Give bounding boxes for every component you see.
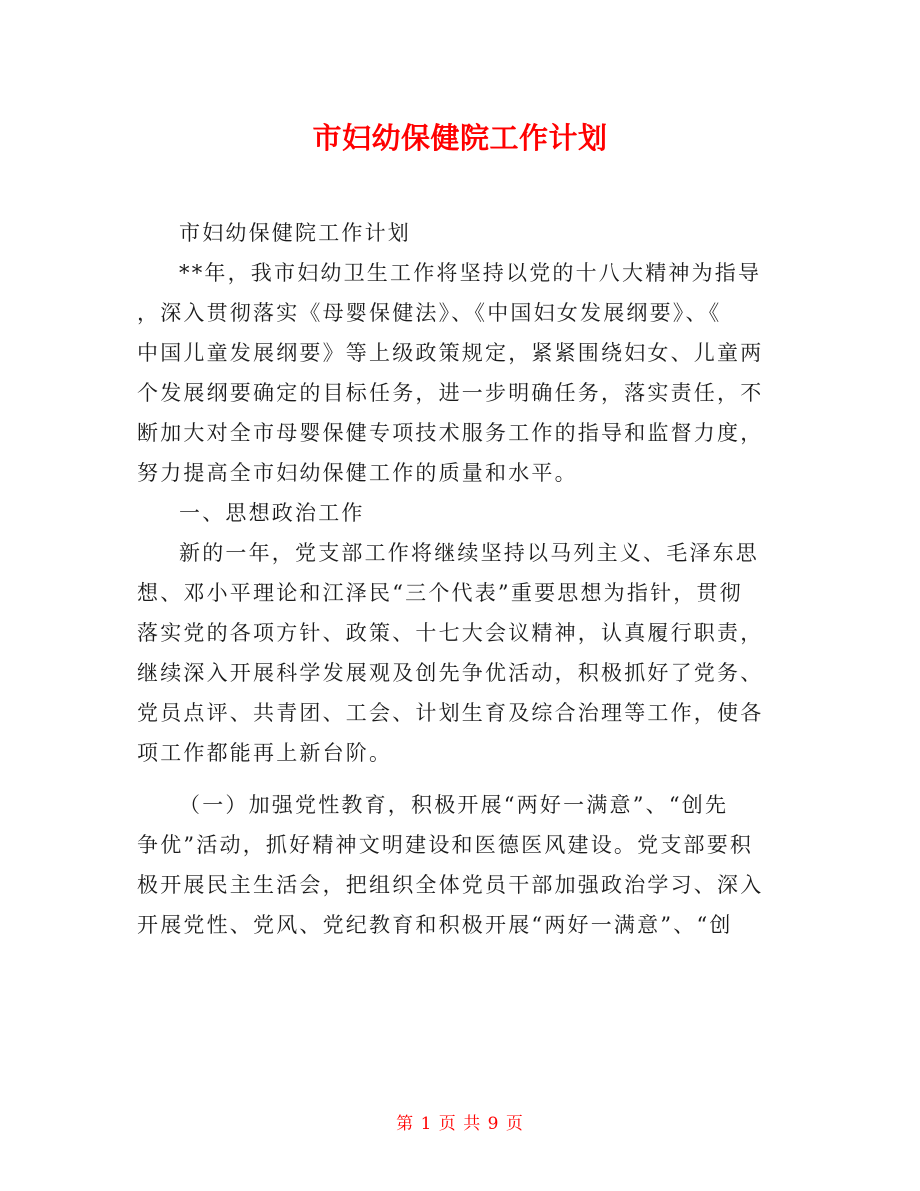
page-number-footer: 第 1 页 共 9 页 <box>396 1114 524 1134</box>
paragraph-line: 断加大对全市母婴保健专项技术服务工作的指导和监督力度， <box>137 421 764 445</box>
paragraph-line: 开展党性、党风、党纪教育和积极开展“两好一满意”、“创 <box>137 913 733 937</box>
paragraph-line: 争优”活动，抓好精神文明建设和医德医风建设。党支部要积 <box>137 833 754 857</box>
paragraph-line: ，深入贯彻落实《母婴保健法》、《中国妇女发展纲要》、《 <box>137 301 722 325</box>
paragraph-spacer <box>137 773 785 785</box>
document-title: 市妇幼保健院工作计划 <box>312 121 608 155</box>
paragraph-line: 落实党的各项方针、政策、十七大会议精神，认真履行职责， <box>137 621 764 645</box>
section-heading <box>137 493 785 533</box>
paragraph-party-education <box>137 785 785 945</box>
paragraph-line: 想、邓小平理论和江泽民“三个代表”重要思想为指针，贯彻 <box>137 581 743 605</box>
paragraph-line: （一）加强党性教育，积极开展“两好一满意”、“创先 <box>179 793 729 817</box>
section-heading-text: 一、思想政治工作 <box>179 501 365 525</box>
paragraph-intro <box>137 253 785 493</box>
paragraph-line: 努力提高全市妇幼保健工作的质量和水平。 <box>137 461 578 485</box>
paragraph-line: 个发展纲要确定的目标任务，进一步明确任务，落实责任，不 <box>137 381 764 405</box>
paragraph-subtitle <box>137 213 785 253</box>
paragraph-line: 项工作都能再上新台阶。 <box>137 741 393 765</box>
paragraph-line: 新的一年，党支部工作将继续坚持以马列主义、毛泽东思 <box>179 541 759 565</box>
paragraph-line: **年，我市妇幼卫生工作将坚持以党的十八大精神为指导 <box>179 261 762 285</box>
paragraph-line: 继续深入开展科学发展观及创先争优活动，积极抓好了党务、 <box>137 661 764 685</box>
paragraph-line: 市妇幼保健院工作计划 <box>179 221 411 245</box>
document-body <box>137 213 785 945</box>
paragraph-line: 极开展民主生活会，把组织全体党员干部加强政治学习、深入 <box>137 873 764 897</box>
paragraph-line: 中国儿童发展纲要》等上级政策规定，紧紧围绕妇女、儿童两 <box>137 341 764 365</box>
paragraph-political-work <box>137 533 785 773</box>
paragraph-line: 党员点评、共青团、工会、计划生育及综合治理等工作，使各 <box>137 701 764 725</box>
